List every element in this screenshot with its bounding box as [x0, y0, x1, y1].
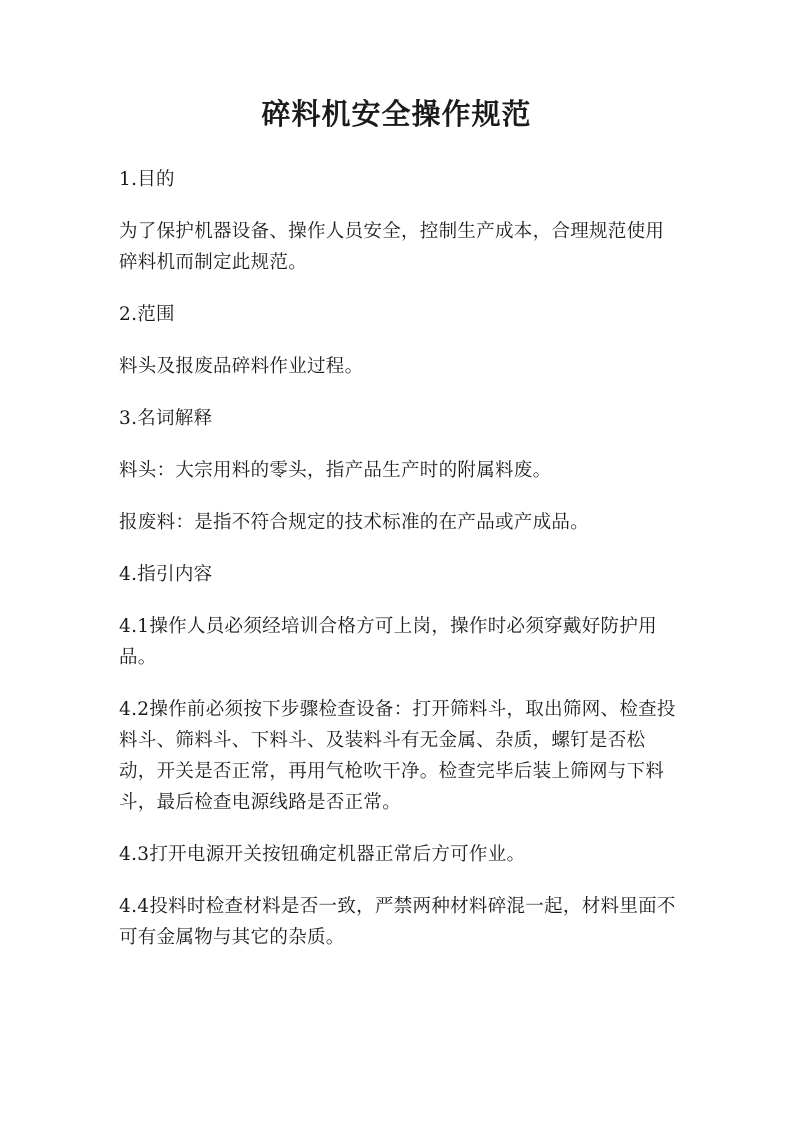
- scope-text: 料头及报废品碎料作业过程。: [119, 356, 364, 377]
- purpose-text: 为了保护机器设备、操作人员安全，控制生产成本，合理规范使用碎料机而制定此规范。: [119, 221, 665, 273]
- guideline-4-4: 4.4投料时检查材料是否一致，严禁两种材料碎混一起，材料里面不可有金属物与其它的杂质。: [119, 896, 676, 948]
- document-body: [119, 164, 677, 974]
- guideline-4-3: 4.3打开电源开关按钮确定机器正常后方可作业。: [119, 844, 526, 865]
- section-heading-scope: 2.范围: [119, 304, 175, 325]
- definition-liaotou: 料头：大宗用料的零头，指产品生产时的附属料废。: [119, 460, 552, 481]
- section-heading-guidelines: 4.指引内容: [119, 564, 213, 585]
- definition-scrap: 报废料：是指不符合规定的技术标准的在产品或产成品。: [119, 512, 590, 533]
- document-title: 碎料机安全操作规范: [261, 97, 532, 131]
- section-heading-purpose: 1.目的: [119, 169, 175, 190]
- section-heading-definitions: 3.名词解释: [119, 408, 213, 429]
- guideline-4-1: 4.1操作人员必须经培训合格方可上岗，操作时必须穿戴好防护用品。: [119, 616, 657, 668]
- guideline-4-2: 4.2操作前必须按下步骤检查设备：打开筛料斗，取出筛网、检查投料斗、筛料斗、下料斗、及装料斗有无金属、杂质，螺钉是否松动，开关是否正常，再用气枪吹干净。检查完毕后装上筛网与下料斗，最后检查电源线路是否正常。: [119, 699, 676, 813]
